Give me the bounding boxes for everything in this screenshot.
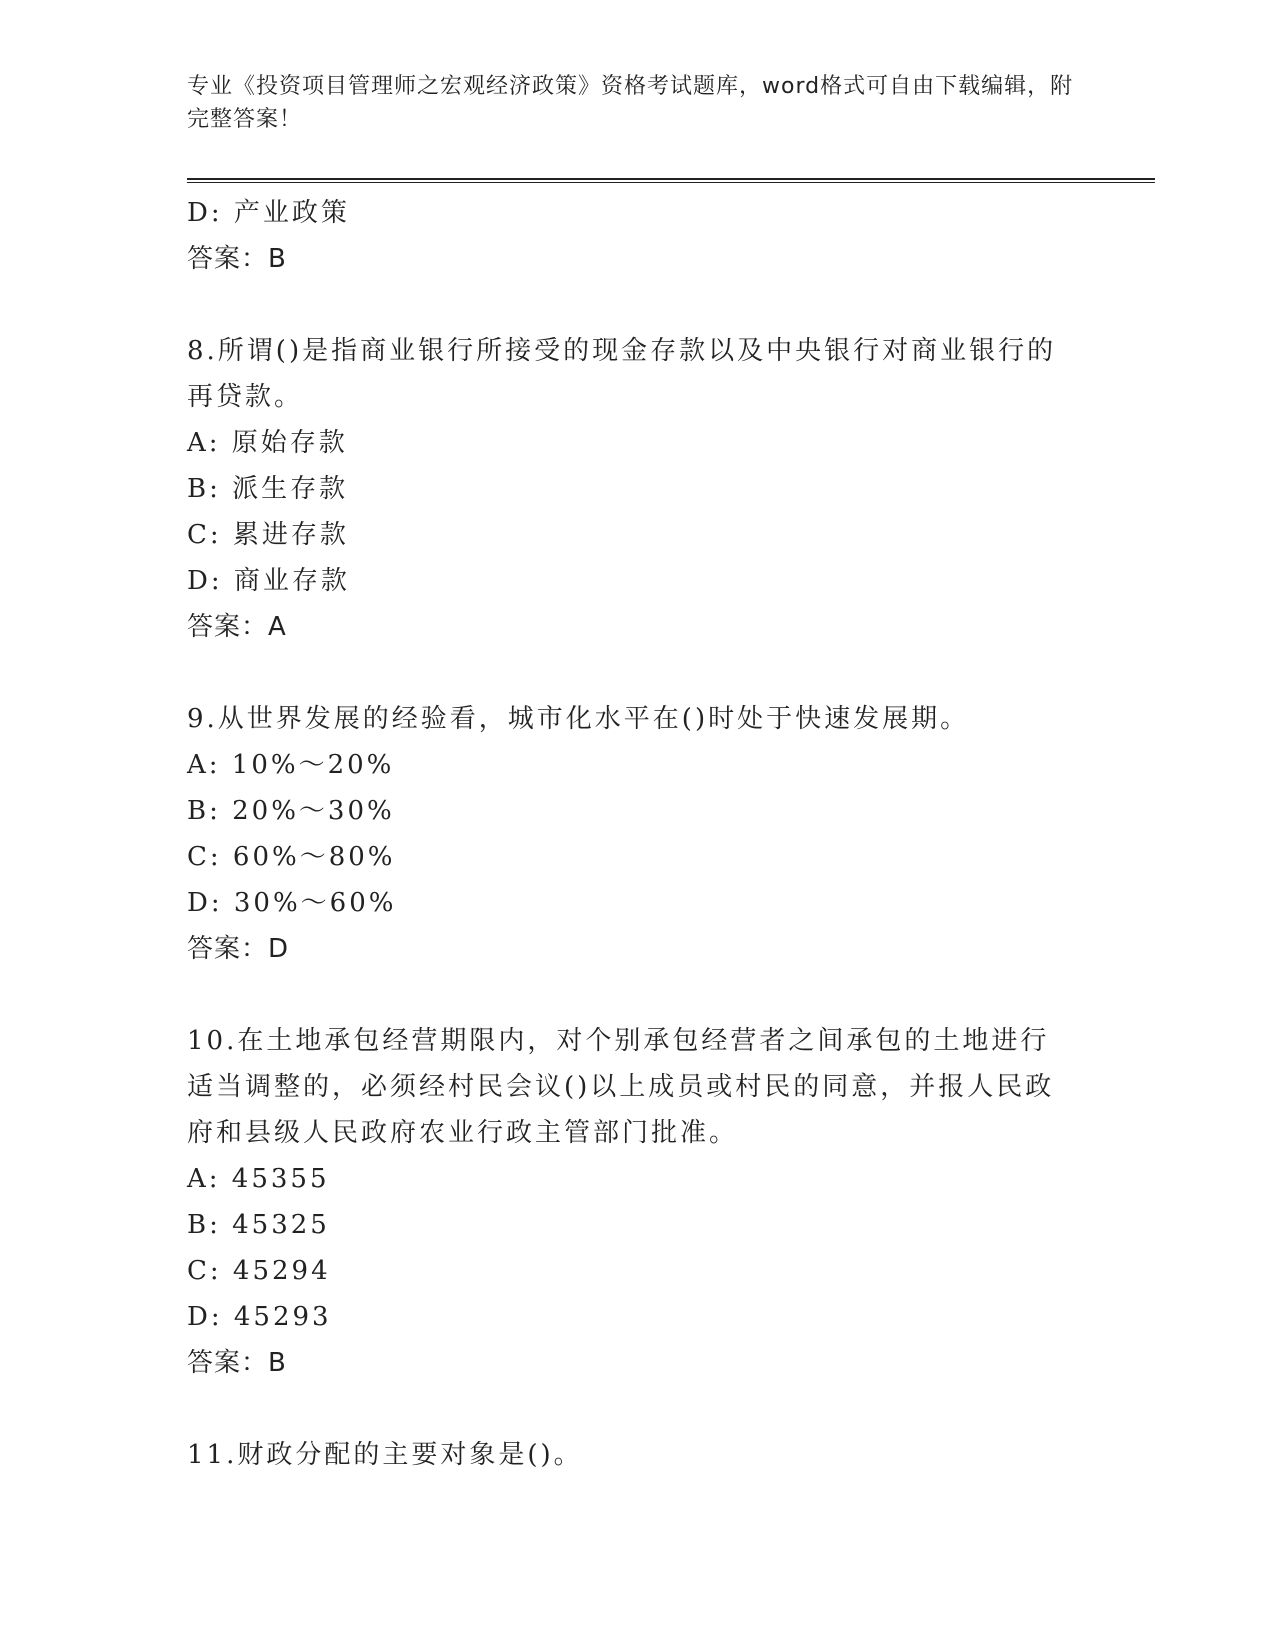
option-a: A: 10%～20% <box>187 750 395 780</box>
question-8 <box>187 328 1087 650</box>
question-9 <box>187 696 1087 972</box>
option-a: A: 45355 <box>187 1164 330 1194</box>
option-c: C: 45294 <box>187 1256 331 1286</box>
option-c: C: 累进存款 <box>187 520 349 550</box>
option-b: B: 20%～30% <box>187 796 395 826</box>
question-text: 10.在土地承包经营期限内，对个别承包经营者之间承包的土地进行适当调整的，必须经村民会议()以上成员或村民的同意，并报人民政府和县级人民政府农业行政主管部门批准。 <box>187 1026 1055 1148</box>
question-11 <box>187 1432 1087 1478</box>
question-text: 8.所谓()是指商业银行所接受的现金存款以及中央银行对商业银行的再贷款。 <box>187 336 1057 412</box>
option-d: D: 产业政策 <box>187 198 350 228</box>
option-c: C: 60%～80% <box>187 842 396 872</box>
question-text: 9.从世界发展的经验看，城市化水平在()时处于快速发展期。 <box>187 704 970 734</box>
question-10 <box>187 1018 1087 1386</box>
document-content <box>187 190 1087 1478</box>
option-a: A: 原始存款 <box>187 428 348 458</box>
answer: 答案：D <box>187 934 290 964</box>
document-header: 专业《投资项目管理师之宏观经济政策》资格考试题库，word格式可自由下载编辑，附完整答案！ <box>187 74 1074 132</box>
header-divider <box>187 178 1155 183</box>
option-b: B: 派生存款 <box>187 474 349 504</box>
option-b: B: 45325 <box>187 1210 330 1240</box>
answer: 答案：B <box>187 1348 287 1378</box>
question-text: 11.财政分配的主要对象是()。 <box>187 1440 583 1470</box>
option-d: D: 45293 <box>187 1302 332 1332</box>
option-d: D: 30%～60% <box>187 888 397 918</box>
answer: 答案：B <box>187 244 287 274</box>
option-d: D: 商业存款 <box>187 566 350 596</box>
answer: 答案：A <box>187 612 287 642</box>
